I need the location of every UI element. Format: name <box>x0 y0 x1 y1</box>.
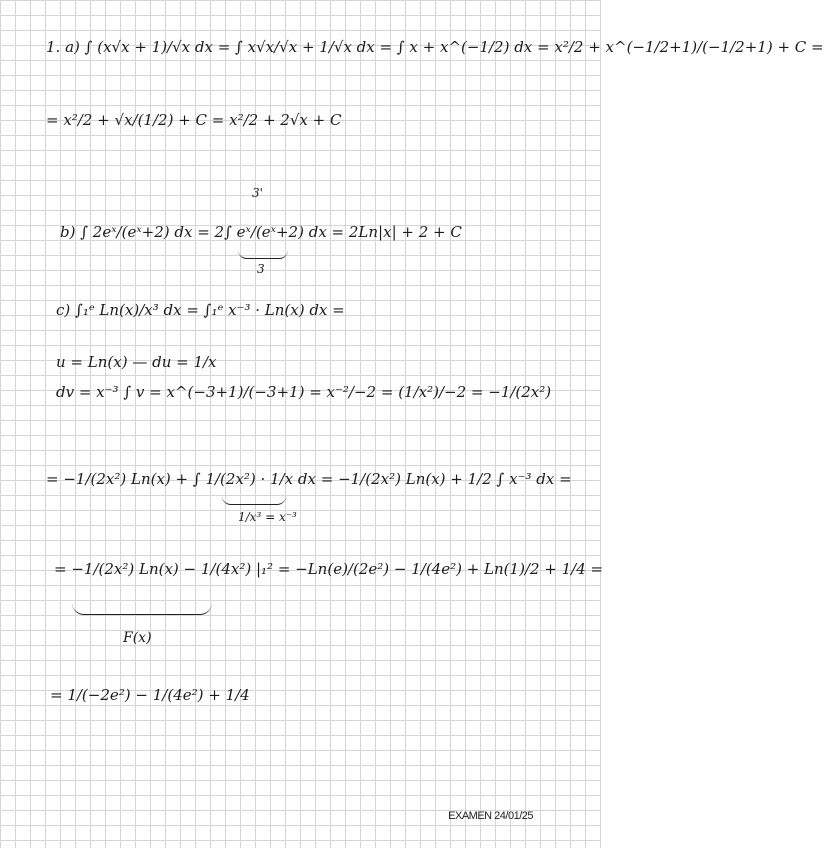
problem-1c-line1: c) ∫₁ᵉ Ln(x)/x³ dx = ∫₁ᵉ x⁻³ · Ln(x) dx = <box>56 301 345 319</box>
problem-1c-substitution-dv: dv = x⁻³ ∫ v = x^(−3+1)/(−3+1) = x⁻²/−2 = (1/x²)/−2 = −1/(2x²) <box>56 383 552 401</box>
exam-date-footer: EXAMEN 24/01/25 <box>448 810 533 822</box>
problem-1b-line1: b) ∫ 2eˣ/(eˣ+2) dx = 2∫ eˣ/(eˣ+2) dx = 2Ln|x| + 2 + C <box>60 223 462 241</box>
problem-1c-annotation-f: F(x) <box>123 630 152 646</box>
problem-1c-annotation-x: 1/x³ = x⁻³ <box>238 510 297 524</box>
problem-1b-annotation-top: 3' <box>252 186 263 200</box>
problem-1c-underbrace-1 <box>222 496 286 505</box>
problem-1b-underbrace <box>238 250 288 259</box>
problem-1c-line3: = −1/(2x²) Ln(x) − 1/(4x²) |₁² = −Ln(e)/(2e²) − 1/(4e²) + Ln(1)/2 + 1/4 = <box>54 560 604 578</box>
problem-1a-line2: = x²/2 + √x/(1/2) + C = x²/2 + 2√x + C <box>46 111 342 129</box>
problem-1c-underbrace-2 <box>72 600 212 615</box>
problem-1c-line2: = −1/(2x²) Ln(x) + ∫ 1/(2x²) · 1/x dx = −1/(2x²) Ln(x) + 1/2 ∫ x⁻³ dx = <box>46 470 572 488</box>
problem-1c-substitution-u: u = Ln(x) — du = 1/x <box>56 353 217 371</box>
problem-1c-line4: = 1/(−2e²) − 1/(4e²) + 1/4 <box>50 686 250 704</box>
problem-1b-annotation-bottom: 3 <box>257 262 265 276</box>
problem-1a-line1: 1. a) ∫ (x√x + 1)/√x dx = ∫ x√x/√x + 1/√x dx = ∫ x + x^(−1/2) dx = x²/2 + x^(−1/2+1)/(−1/2+1) + C = <box>46 38 824 56</box>
